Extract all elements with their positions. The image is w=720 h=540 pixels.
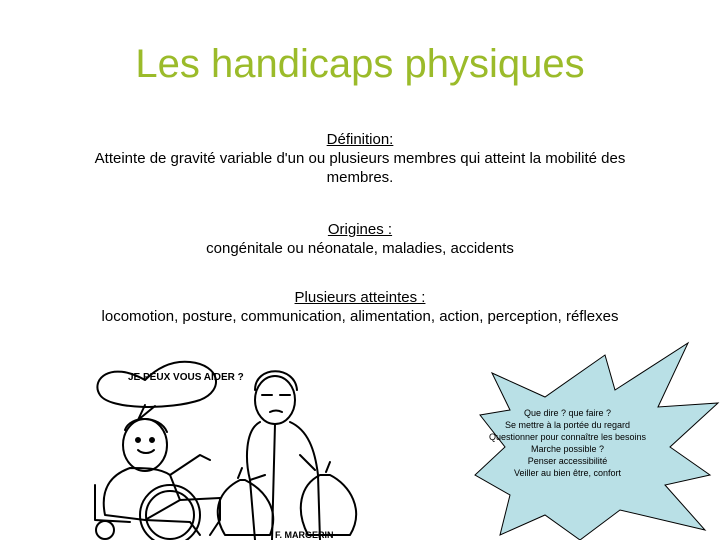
artist-signature: F. MARGERIN bbox=[275, 530, 334, 540]
origines-text: congénitale ou néonatale, maladies, accidents bbox=[206, 240, 514, 257]
star-line: Se mettre à la portée du regard bbox=[504, 420, 631, 430]
definition-heading: Définition: bbox=[326, 131, 394, 148]
slide-title: Les handicaps physiques bbox=[135, 42, 585, 86]
definition-text: Atteinte de gravité variable d'un ou plusieurs membres qui atteint la mobilité des membres. bbox=[94, 150, 626, 186]
speech-bubble-text: JE PEUX VOUS AIDER ? bbox=[128, 372, 244, 383]
wheelchair-cartoon-illustration bbox=[50, 350, 400, 540]
star-line: Veiller au bien être, confort bbox=[513, 468, 622, 478]
atteintes-heading: Plusieurs atteintes : bbox=[294, 289, 426, 306]
origines-section bbox=[60, 220, 660, 258]
star-line: Penser accessibilité bbox=[527, 456, 608, 466]
star-line: Questionner pour connaître les besoins bbox=[488, 432, 647, 442]
star-callout-text bbox=[470, 407, 665, 479]
atteintes-text: locomotion, posture, communication, alimentation, action, perception, réflexes bbox=[101, 308, 619, 325]
atteintes-section bbox=[40, 288, 680, 326]
definition-section bbox=[60, 130, 660, 187]
star-line: Marche possible ? bbox=[530, 444, 605, 454]
origines-heading: Origines : bbox=[327, 221, 393, 238]
star-line: Que dire ? que faire ? bbox=[523, 408, 612, 418]
